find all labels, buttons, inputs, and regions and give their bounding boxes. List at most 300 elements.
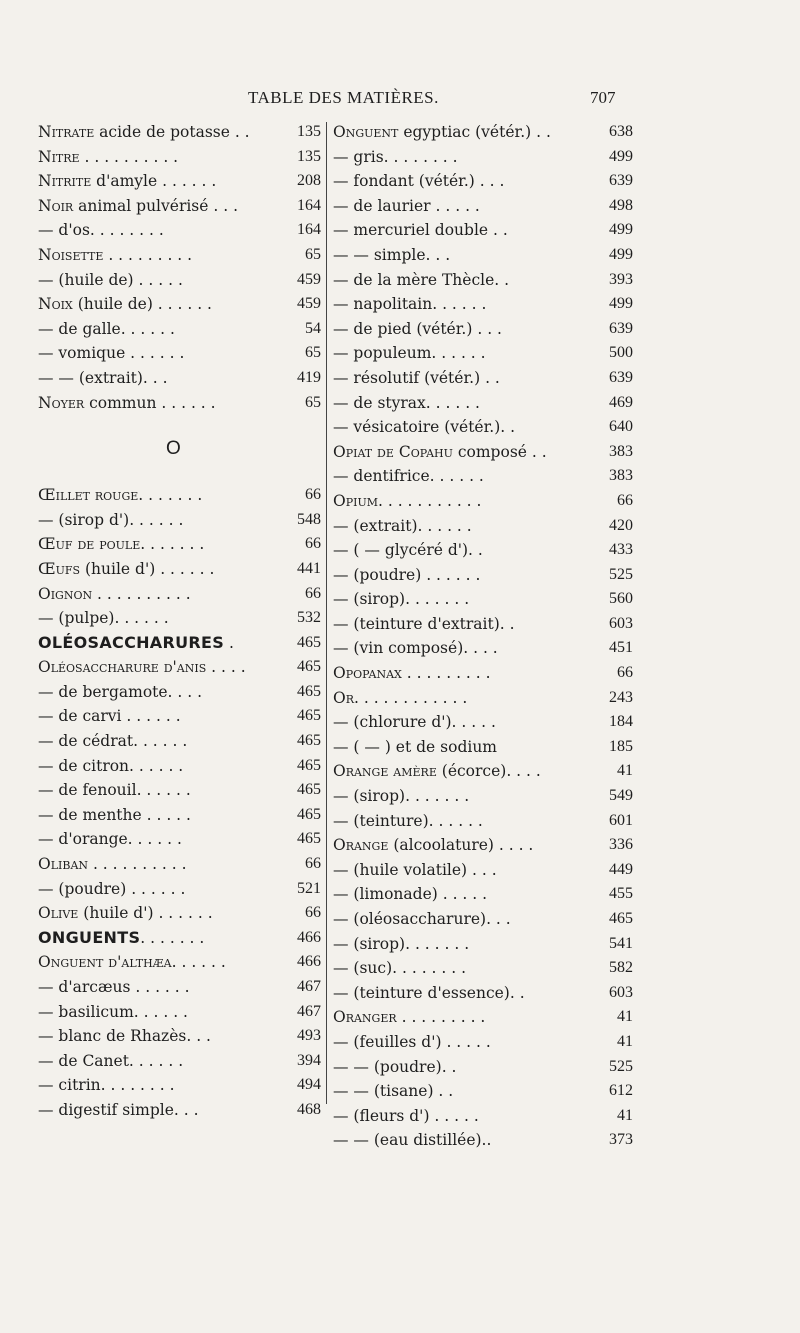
index-entry [38, 268, 321, 293]
index-entry-label [333, 1030, 491, 1055]
index-entry-page: 499 [609, 295, 633, 313]
index-entry-label [38, 901, 213, 926]
index-entry-text: — de citron. . . . . . [38, 756, 184, 775]
index-entry-page: 465 [297, 707, 321, 725]
index-entry-page: 466 [297, 953, 321, 971]
index-entry-text: — (teinture). . . . . . [333, 811, 483, 830]
index-entry-page: 66 [305, 535, 321, 553]
index-entry-page: 41 [617, 1008, 633, 1026]
index-entry [38, 366, 321, 391]
index-entry [333, 120, 633, 145]
index-entry-text: — de pied (vétér.) . . . [333, 319, 502, 338]
index-entry-label [38, 877, 185, 902]
index-entry [38, 754, 321, 779]
index-entry-label [38, 194, 238, 219]
index-entry-text: — — (tisane) . . [333, 1082, 454, 1101]
index-entry-label [333, 587, 469, 612]
index-entry-label [38, 1024, 211, 1049]
index-entry-label [333, 858, 497, 883]
index-entry-text: . . . . . . . . . [396, 1008, 486, 1027]
index-entry [38, 218, 321, 243]
index-entry-text: — — simple. . . [333, 245, 451, 264]
index-entry-text: acide de potasse . . [94, 123, 250, 141]
index-entry-label [38, 1073, 175, 1098]
page-number: 707 [590, 88, 616, 107]
index-entry-page: 466 [297, 928, 321, 946]
index-entry-page: 639 [609, 172, 633, 190]
index-entry-text: . . . . [206, 658, 246, 677]
index-entry-label [333, 464, 484, 489]
index-entry-label [333, 1005, 485, 1030]
index-entry-label [38, 1098, 199, 1123]
index-entry-page: 612 [609, 1082, 633, 1100]
index-entry-text: — (vin composé). . . . [333, 639, 498, 658]
index-entry-label [38, 754, 183, 779]
index-entry-label [38, 508, 183, 533]
index-entry-text: (alcoolature) . . . . [388, 836, 534, 855]
index-entry-text: — de styrax. . . . . . [333, 393, 480, 412]
index-entry-heading: Opium [333, 491, 378, 510]
index-entry-heading: Orange amère [333, 762, 437, 781]
index-entry-label [333, 292, 486, 317]
index-entry [38, 557, 321, 582]
index-entry [333, 489, 633, 514]
index-entry-label [333, 317, 502, 342]
index-entry-page: 467 [297, 978, 321, 995]
index-entry-label [38, 975, 190, 1000]
index-entry-page: 639 [609, 368, 633, 386]
index-entry-text: (huile d') . . . . . . [80, 559, 215, 578]
index-entry-text: egyptiac (vétér.) . . [398, 123, 551, 141]
index-column-right [333, 120, 633, 1153]
index-entry [333, 292, 633, 317]
index-entry-label [333, 169, 504, 194]
index-entry-page: 65 [305, 245, 321, 263]
index-entry-text: d'amyle . . . . . . [91, 172, 217, 191]
index-entry-heading: Nitre [38, 147, 80, 166]
index-entry-page: 459 [297, 295, 321, 313]
index-entry-page: 420 [609, 516, 633, 534]
index-entry [333, 1128, 633, 1153]
index-entry [38, 1024, 321, 1049]
index-entry-text: — (fleurs d') . . . . . [333, 1106, 479, 1125]
index-entry-page: 66 [305, 855, 321, 873]
index-entry-page: 465 [297, 732, 321, 750]
index-entry-label [333, 341, 486, 366]
index-entry-text: — de galle. . . . . . [38, 319, 175, 338]
index-entry-label [333, 956, 466, 981]
index-entry-text: — ( — glycéré d'). . [333, 541, 483, 560]
index-entry [38, 852, 321, 877]
index-entry-label [38, 145, 178, 170]
index-entry [333, 145, 633, 170]
index-entry-page: 465 [297, 805, 321, 823]
index-entry-page: 65 [305, 393, 321, 411]
index-entry-heading: Nitrate [38, 123, 95, 141]
index-entry-text: . . . . . . . . . . [79, 147, 179, 166]
index-entry [38, 145, 321, 170]
index-entry-label [333, 907, 511, 932]
index-entry-heading: Noir [38, 196, 74, 215]
index-entry-text: . . . . . . . [140, 535, 205, 554]
index-entry [38, 508, 321, 533]
index-entry-label [38, 557, 214, 582]
index-entry-label [333, 735, 497, 760]
index-entry-page: 383 [609, 467, 633, 485]
index-entry [38, 926, 321, 951]
index-entry [333, 587, 633, 612]
index-entry-label [38, 655, 246, 680]
index-entry-text: animal pulvérisé . . . [73, 196, 238, 215]
index-entry-text: — (huile volatile) . . . [333, 860, 497, 879]
index-entry-page: 582 [609, 959, 633, 977]
index-entry-text: — de fenouil. . . . . . [38, 781, 191, 800]
index-entry [38, 1000, 321, 1025]
index-entry [38, 975, 321, 1000]
index-entry-text: — gris. . . . . . . . [333, 147, 458, 166]
index-entry-heading: ONGUENTS [38, 927, 141, 947]
index-entry-label [333, 391, 480, 416]
index-entry-page: 499 [609, 221, 633, 239]
index-entry-label [333, 415, 515, 440]
index-entry [333, 268, 633, 293]
index-entry [38, 606, 321, 631]
index-entry-label [333, 661, 491, 686]
index-entry [333, 415, 633, 440]
index-entry [333, 440, 633, 465]
index-entry-page: 135 [297, 147, 321, 165]
index-entry-label [38, 827, 182, 852]
index-entry-heading: Noix [38, 295, 73, 314]
index-entry-label [38, 631, 234, 656]
index-entry-label [333, 981, 525, 1006]
index-spacer [38, 469, 321, 483]
index-entry [38, 532, 321, 557]
index-entry-label [333, 489, 481, 514]
index-entry-page: 493 [297, 1027, 321, 1045]
index-entry [333, 1005, 633, 1030]
index-entry-text: — de Canet. . . . . . [38, 1051, 184, 1070]
index-entry-page: 548 [297, 510, 321, 528]
index-entry-label [38, 341, 184, 366]
index-entry-page: 135 [297, 123, 321, 140]
index-entry-heading: Orange [333, 836, 389, 855]
index-entry [333, 710, 633, 735]
index-entry [38, 729, 321, 754]
index-entry-page: 451 [609, 639, 633, 657]
index-entry-page: 54 [305, 319, 321, 337]
index-entry-heading: Noisette [38, 245, 104, 264]
index-entry-text: — (chlorure d'). . . . . [333, 713, 496, 732]
index-entry-page: 184 [609, 713, 633, 731]
index-entry-page: 459 [297, 270, 321, 288]
index-entry-label [333, 194, 480, 219]
index-entry [333, 932, 633, 957]
index-entry-page: 465 [297, 830, 321, 848]
index-entry-label [333, 710, 496, 735]
index-entry-label [38, 950, 226, 975]
index-entry-text: — (sirop d'). . . . . . [38, 510, 184, 529]
index-entry [333, 194, 633, 219]
index-entry [38, 631, 321, 656]
index-entry-text: — de laurier . . . . . [333, 196, 480, 215]
index-entry-text: . . . . . . . . . . . [378, 491, 482, 510]
index-entry-heading: Opiat de Copahu [333, 442, 453, 461]
index-entry-label [38, 606, 169, 631]
index-entry [333, 956, 633, 981]
index-entry-label [38, 120, 250, 145]
index-entry-label [38, 1049, 183, 1074]
index-entry-text: . . . . . . . . . . . . [354, 688, 468, 707]
index-entry-text: . . . . . . . . . . [92, 584, 191, 603]
index-entry-page: 498 [609, 196, 633, 214]
index-entry-text: — (pulpe). . . . . . [38, 609, 169, 628]
index-entry-page: 66 [305, 584, 321, 602]
index-entry-text: — vomique . . . . . . [38, 344, 185, 363]
index-entry-label [38, 778, 191, 803]
index-entry-text: — d'os. . . . . . . . [38, 221, 164, 240]
section-letter-text: O [166, 438, 181, 460]
index-entry-text: . . . . . . . . . . [88, 855, 187, 874]
index-entry [38, 391, 321, 416]
index-entry-text: — de carvi . . . . . . [38, 707, 181, 726]
index-entry-heading: Nitrite [38, 172, 92, 191]
index-entry [333, 784, 633, 809]
index-entry [333, 907, 633, 932]
index-entry-page: 468 [297, 1100, 321, 1118]
index-entry-page: 469 [609, 393, 633, 411]
index-entry-label [333, 268, 509, 293]
index-entry [333, 1055, 633, 1080]
index-entry-heading: Œufs [38, 559, 81, 578]
index-entry-text: — — (eau distillée).. [333, 1131, 492, 1150]
index-entry [333, 833, 633, 858]
index-entry-page: 465 [297, 756, 321, 774]
index-entry-text: . . . . . . [171, 953, 226, 972]
index-entry-text: — (sirop). . . . . . . [333, 787, 470, 806]
index-entry-heading: Oignon [38, 584, 93, 603]
index-entry [38, 341, 321, 366]
index-entry-text: — fondant (vétér.) . . . [333, 172, 505, 191]
index-entry-text: — (poudre) . . . . . . [333, 565, 481, 584]
index-entry-page: 208 [297, 172, 321, 190]
index-entry-page: 467 [297, 1002, 321, 1020]
index-entry-label [38, 292, 212, 317]
index-entry-page: 639 [609, 319, 633, 337]
index-entry-label [333, 932, 469, 957]
index-entry-text: — mercuriel double . . [333, 221, 508, 240]
index-entry-text: — ( — ) et de sodium [333, 737, 497, 756]
index-entry [333, 636, 633, 661]
index-entry-text: . [224, 633, 234, 652]
index-entry-page: 640 [609, 418, 633, 436]
index-entry-heading: OLÉOSACCHARURES [38, 632, 225, 652]
index-entry-page: 603 [609, 983, 633, 1001]
index-entry-page: 383 [609, 442, 633, 460]
index-entry-text: — (suc). . . . . . . . [333, 959, 467, 978]
index-entry-page: 499 [609, 147, 633, 165]
index-entry [333, 809, 633, 834]
page-header [0, 88, 800, 118]
index-entry-page: 66 [617, 664, 633, 682]
index-entry [333, 1030, 633, 1055]
index-entry-label [333, 243, 450, 268]
index-entry [38, 655, 321, 680]
index-entry-label [38, 268, 183, 293]
index-entry-page: 336 [609, 836, 633, 854]
index-entry-label [333, 1079, 453, 1104]
index-spacer [38, 415, 321, 429]
index-entry-label [333, 366, 500, 391]
index-entry-heading: Oranger [333, 1008, 397, 1027]
index-entry-label [333, 538, 483, 563]
index-entry-page: 394 [297, 1051, 321, 1069]
index-entry-label [333, 784, 469, 809]
index-entry-heading: Oliban [38, 855, 89, 874]
index-entry [333, 661, 633, 686]
column-divider [326, 122, 327, 1104]
index-entry-page: 560 [609, 590, 633, 608]
index-entry-text: — de menthe . . . . . [38, 805, 191, 824]
index-entry-text: — populeum. . . . . . [333, 344, 486, 363]
index-entry [333, 218, 633, 243]
index-entry-heading: Onguent d'althæa [38, 953, 172, 972]
index-entry [38, 483, 321, 508]
index-entry-text: — (sirop). . . . . . . [333, 934, 470, 953]
page-title: TABLE DES MATIÈRES. [248, 88, 439, 107]
index-entry-label [38, 582, 191, 607]
index-entry-text: — napolitain. . . . . . [333, 295, 487, 314]
index-entry-label [333, 809, 483, 834]
index-entry-label [38, 218, 164, 243]
index-entry-text: — de la mère Thècle. . [333, 270, 510, 289]
index-entry-heading: Œillet rouge [38, 486, 139, 505]
index-entry [38, 1073, 321, 1098]
index-entry-label [333, 514, 472, 539]
index-entry [333, 858, 633, 883]
index-entry [38, 950, 321, 975]
index-entry [38, 803, 321, 828]
index-entry-heading: Œuf de poule [38, 535, 141, 554]
index-entry-page: 41 [617, 1106, 633, 1124]
index-entry-text: — dentifrice. . . . . . [333, 467, 484, 486]
index-column-left [38, 120, 321, 1123]
index-entry-label [38, 391, 216, 416]
index-entry-heading: Opopanax [333, 664, 402, 683]
index-entry [333, 686, 633, 711]
index-entry-label [333, 1055, 456, 1080]
index-entry-page: 465 [297, 781, 321, 799]
index-entry-label [38, 366, 168, 391]
index-entry [333, 563, 633, 588]
index-entry-text: — basilicum. . . . . . [38, 1002, 188, 1021]
index-entry [38, 1098, 321, 1123]
index-entry [333, 1104, 633, 1129]
index-entry [38, 778, 321, 803]
index-entry-page: 499 [609, 245, 633, 263]
index-entry-label [333, 833, 533, 858]
index-entry-text: . . . . . . . . . [103, 245, 193, 264]
index-entry-text: — (oléosaccharure). . . [333, 910, 511, 928]
index-entry [38, 194, 321, 219]
index-entry-page: 465 [297, 633, 321, 651]
index-entry [38, 243, 321, 268]
index-entry-label [333, 145, 458, 170]
index-entry-page: 185 [609, 737, 633, 755]
index-entry [333, 169, 633, 194]
index-entry [333, 612, 633, 637]
index-entry-label [38, 1000, 188, 1025]
index-entry-text: — (limonade) . . . . . [333, 885, 488, 904]
index-entry-page: 541 [609, 934, 633, 952]
index-entry [38, 827, 321, 852]
index-entry-label [38, 926, 204, 951]
index-entry-label [333, 612, 515, 637]
index-entry-text: — d'orange. . . . . . [38, 830, 182, 849]
index-entry-label [333, 218, 508, 243]
index-entry [333, 341, 633, 366]
index-entry-text: . . . . . . . . . [401, 664, 491, 683]
index-entry-label [333, 636, 498, 661]
index-entry-heading: Onguent [333, 123, 399, 141]
index-entry-text: — blanc de Rhazès. . . [38, 1027, 211, 1046]
index-entry [333, 317, 633, 342]
index-entry-page: 164 [297, 221, 321, 239]
index-entry-label [333, 759, 541, 784]
index-entry [38, 292, 321, 317]
index-entry-label [333, 686, 467, 711]
index-entry-text: commun . . . . . . [84, 393, 216, 412]
index-entry [333, 243, 633, 268]
index-entry [333, 538, 633, 563]
index-entry-page: 41 [617, 1032, 633, 1050]
index-entry [333, 735, 633, 760]
index-entry [333, 1079, 633, 1104]
index-entry [38, 582, 321, 607]
index-entry-page: 494 [297, 1076, 321, 1094]
index-entry-label [333, 1104, 479, 1129]
index-entry-page: 465 [297, 682, 321, 700]
index-entry-text: — d'arcæus . . . . . . [38, 978, 190, 996]
index-entry-page: 41 [617, 762, 633, 780]
index-entry-text: — (huile de) . . . . . [38, 270, 183, 289]
index-entry-text: — de bergamote. . . . [38, 682, 203, 701]
index-entry [333, 366, 633, 391]
index-entry-label [333, 882, 487, 907]
index-entry [333, 882, 633, 907]
index-entry-text: — (sirop). . . . . . . [333, 590, 470, 609]
index-entry-label [38, 532, 204, 557]
index-entry-label [38, 803, 191, 828]
index-entry-page: 465 [297, 658, 321, 676]
index-entry-text: — — (poudre). . [333, 1057, 457, 1076]
index-entry-label [333, 1128, 491, 1153]
index-entry [38, 901, 321, 926]
index-entry-page: 419 [297, 368, 321, 386]
index-entry-label [38, 729, 187, 754]
index-entry-label [38, 483, 202, 508]
index-entry-page: 532 [297, 609, 321, 627]
index-entry-text: — citrin. . . . . . . . [38, 1076, 175, 1095]
index-entry-heading: Or [333, 688, 354, 707]
index-entry-page: 441 [297, 559, 321, 577]
section-letter [38, 429, 321, 469]
index-entry-page: 603 [609, 614, 633, 632]
index-entry [333, 464, 633, 489]
index-entry-label [333, 440, 547, 465]
index-entry-page: 164 [297, 196, 321, 214]
index-entry-text: — (feuilles d') . . . . . [333, 1032, 491, 1051]
